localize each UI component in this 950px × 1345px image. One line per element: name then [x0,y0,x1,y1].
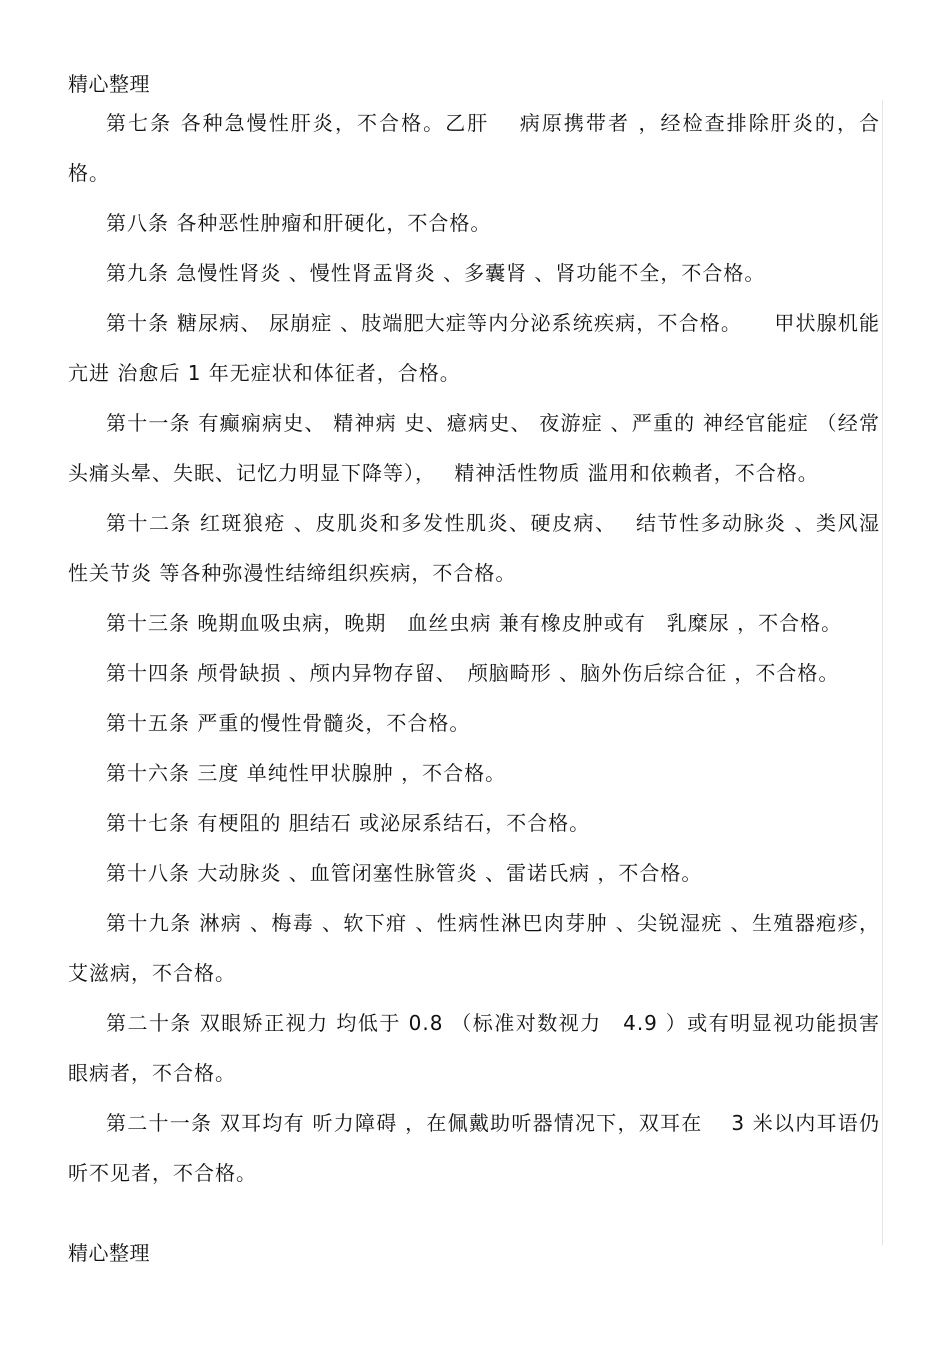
article-14: 第十四条 颅骨缺损 、颅内异物存留、 颅脑畸形 、脑外伤后综合征 ，不合格。 [106,661,840,685]
article-17: 第十七条 有梗阻的 胆结石 或泌尿系结石，不合格。 [106,811,591,835]
page-footer: 精心整理 [68,1241,150,1265]
article-15: 第十五条 严重的慢性骨髓炎，不合格。 [106,711,471,735]
article-9: 第九条 急慢性肾炎 、慢性肾盂肾炎 、多囊肾 、肾功能不全，不合格。 [106,261,766,285]
article-19: 第十九条 淋病 、梅毒 、软下疳 、性病性淋巴肉芽肿 、尖锐湿疣 、生殖器疱疹，艾滋病，不合格。 [68,911,880,985]
article-20: 第二十条 双眼矫正视力 均低于 0.8 （标准对数视力 4.9 ）或有明显视功能损害眼病者，不合格。 [68,1011,880,1085]
document-body [68,98,880,1198]
article-12: 第十二条 红斑狼疮 、皮肌炎和多发性肌炎、硬皮病、 结节性多动脉炎 、类风湿性关节炎 等各种弥漫性结缔组织疾病，不合格。 [68,511,880,585]
right-margin-rule [882,100,883,1245]
article-18: 第十八条 大动脉炎 、血管闭塞性脉管炎 、雷诺氏病 ，不合格。 [106,861,703,885]
article-21: 第二十一条 双耳均有 听力障碍 ，在佩戴助听器情况下，双耳在 3 米以内耳语仍听不见者，不合格。 [68,1111,880,1185]
article-16: 第十六条 三度 单纯性甲状腺肿 ，不合格。 [106,761,507,785]
page-header: 精心整理 [68,72,150,96]
article-8: 第八条 各种恶性肿瘤和肝硬化，不合格。 [106,211,492,235]
article-13: 第十三条 晚期血吸虫病，晚期 血丝虫病 兼有橡皮肿或有 乳糜尿 ，不合格。 [106,611,843,635]
article-7: 第七条 各种急慢性肝炎，不合格。乙肝 病原携带者 ，经检查排除肝炎的，合格。 [68,111,880,185]
article-11: 第十一条 有癫痫病史、 精神病 史、癔病史、 夜游症 、严重的 神经官能症 （经常头痛头晕、失眠、记忆力明显下降等）， 精神活性物质 滥用和依赖者，不合格。 [68,411,880,485]
article-10: 第十条 糖尿病、 尿崩症 、肢端肥大症等内分泌系统疾病，不合格。 甲状腺机能亢进 治愈后 1 年无症状和体征者，合格。 [68,311,880,385]
